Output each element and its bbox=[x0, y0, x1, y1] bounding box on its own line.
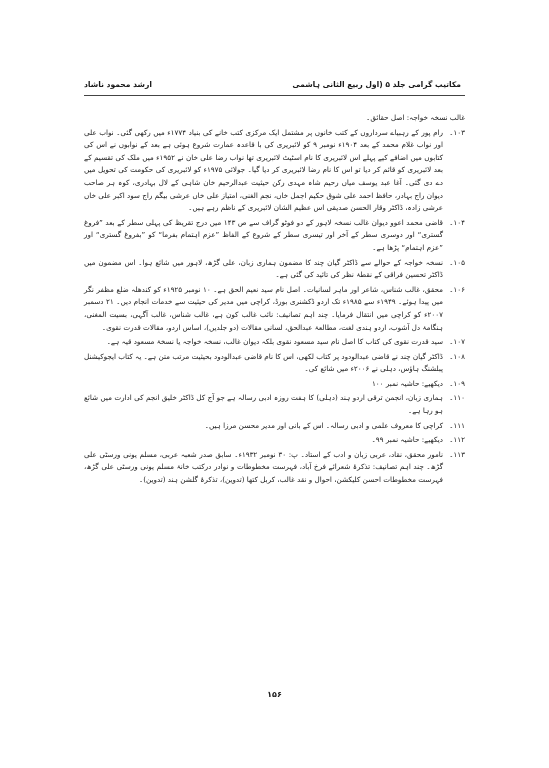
note-number: ۱۰۸۔ bbox=[449, 351, 465, 361]
note-number: ۱۰۴۔ bbox=[449, 217, 465, 227]
note-number: ۱۰۵۔ bbox=[449, 257, 465, 267]
note-text: کراچی کا معروف علمی و ادبی رسالہ۔ اس کے بانی اور مدیر محسن مرزا ہیں۔ bbox=[204, 420, 443, 430]
note-number: ۱۰۹۔ bbox=[449, 378, 465, 388]
note-number: ۱۱۲۔ bbox=[449, 435, 465, 445]
note-text: سید قدرت نقوی کی کتاب کا اصل نام سید مسعود نقوی بلکہ دیوان غالب، نسخہ خواجہ یا نسخۂ مسعود قیہ ہے۔ bbox=[106, 337, 443, 347]
note-text: نسخہ خواجہ کے حوالے سے ڈاکٹر گیان چند کا مضمون ہماری زبان، علی گڑھ، لاہور میں شائع ہوا۔ اس مضمون میں ڈاکٹر تحسین فراقی کے نقطۂ نظر کی تائید کی گئی ہے۔ bbox=[84, 257, 443, 280]
note-text: محقق، غالب شناس، شاعر اور ماہر لسانیات۔ اصل نام سید نعیم الحق ہے۔ ۱۰ نومبر ۱۹۲۵ء کو کندھلہ ضلع مظفر نگر میں پیدا ہوئے۔ ۱۹۴۹ء سے ۱۹۸۵ء تک اردو ڈکشنری بورڈ، کراچی میں مدیر کی حیثیت سے خدمات انجام دیں۔ ۲۱ دسمبر ۲۰۰۷ء کو کراچی میں انتقال فرمایا۔ چند اہم تصانیف: نائب غالب کون ہے، غالب شناس، غالب آگہی، بسیت المغنی، ہنگامۂ دل آشوب، اردو ہندی لغت، مطالعۂ عبدالحق، لسانی مقالات (دو جلدیں)، اساس اردو، مقالات قدرت نقوی۔ bbox=[84, 284, 443, 332]
note-text: نامور محقق، نقاد، عربی زبان و ادب کے استاد۔ پ: ۳۰ نومبر ۱۹۳۲ء۔ سابق صدر شعبہ عربی، مسلم یونی ورسٹی علی گڑھ۔ چند اہم تصانیف: تذکرۂ شعرائے فرخ آباد، فہرست مخطوطات و نوادر درکتب خانۂ مسلم یونی ورسٹی علی گڑھ، فہرست مخطوطات احسن کلیکشن، احوال و نقد غالب، کربل کتھا (تدوین)، تذکرۂ گلشن ہند (تدوین)۔ bbox=[84, 449, 443, 485]
note-text: قاضی محمد اعوو دیوان غالب نسخہ لاہور کے دو فوٹو گراف سے ص ۱۴۳ میں درج تقریظ کی پہلی سطر کے بعد ”فروغ گستری“ اور دوسری سطر کے آخر اور تیسری سطر کے شروع کے الفاظ ”عزم اہتمام بفرما“ کو ”بفروغ گستری“ اور ”عزم اہتمام“ پڑھا ہے۔ bbox=[84, 217, 443, 252]
running-header-author: ارشد محمود ناشاد bbox=[84, 80, 152, 89]
footnote-105 bbox=[84, 257, 465, 282]
note-number: ۱۱۰۔ bbox=[449, 393, 465, 403]
footnote-113 bbox=[84, 449, 465, 487]
footnote-104 bbox=[84, 217, 465, 255]
note-text: ڈاکٹر گیان چند نے قاضی عبدالودود پر کتاب لکھی، اس کا نام قاضی عبدالودود بحیثیت مرتب متن ہے۔ یہ کتاب ایجوکیشنل پبلشنگ ہاؤس، دہلی نے ۲۰۰۶ء میں شائع کی۔ bbox=[84, 351, 443, 374]
note-text: دیکھیے: حاشیہ نمبر ۱۰۰ bbox=[371, 378, 443, 388]
note-number: ۱۱۱۔ bbox=[449, 420, 465, 430]
footnote-112 bbox=[84, 434, 465, 447]
footnote-106 bbox=[84, 284, 465, 334]
footnote-103 bbox=[84, 127, 465, 215]
note-number: ۱۰۳۔ bbox=[449, 127, 465, 137]
note-number: ۱۰۶۔ bbox=[449, 284, 465, 294]
footnote-108 bbox=[84, 351, 465, 376]
footnote-111 bbox=[84, 420, 465, 433]
header-rule bbox=[84, 95, 465, 96]
note-text: دیکھیے: حاشیہ نمبر ۹۹۔ bbox=[371, 435, 443, 445]
note-text: ہماری زبان، انجمن ترقی اردو ہند (دہلی) کا ہفت روزہ ادبی رسالہ ہے جو آج کل ڈاکٹر خلیق انجم کی ادارت میں شائع ہو رہا ہے۔ bbox=[84, 393, 443, 416]
note-number: ۱۰۷۔ bbox=[449, 337, 465, 347]
note-text: رام پور کے رہبیاے سرداروں کے کتب خانوں پر مشتمل ایک مرکزی کتب خانے کی بنیاد ۱۷۷۴ء میں رکھی گئی۔ نواب علی اور نواب غلام محمد کے بعد ۱۹۰۴ء نومبر ۹ کو لائبریری کی با قاعدہ عمارت شروع ہوئی ہے بعد کے نوابوں نے اس کی کتابوں میں اضافے کیے پہلے اس لائبریری کا نام اسٹیٹ لائبریری تھا نواب رضا علی خان نے ۱۹۵۲ء میں ملک کی تقسیم کے بعد لائبریری کو قائم کر دیا تو اس کا نام رضا لائبریری کر دیا گیا۔ جولائی ۱۹۷۵ء کو لائبریری کی حکومت کی تحویل میں دے دی گئی۔ آغا عبد یوسف میاں رحیم شاہ مہدی رکن حیثیت عبدالرحیم خان شاہی کے لال بہادری، کوہ ہر صاحب دیوان راج بہادر، حافظ احمد علی شوق حکیم اجمل خاں، نجم الغنی، امتیاز علی خاں عرشی بیگم راج سود اکبر علی خاں عرشی زادہ، ڈاکٹر وقار الحسن صدیقی اس عظیم الشان لائبریری کے ناظم رہے ہیں۔ bbox=[84, 127, 444, 213]
page-number: ۱۵۶ bbox=[267, 690, 282, 699]
page-body bbox=[84, 112, 465, 489]
footnote-109 bbox=[84, 378, 465, 391]
note-number: ۱۱۳۔ bbox=[449, 449, 465, 459]
footnote-110 bbox=[84, 392, 465, 417]
intro-line: غالب نسخہ خواجہ: اصل حقائق۔ bbox=[366, 113, 465, 122]
footnote-107 bbox=[84, 336, 465, 349]
running-header-title: مکاتیب گرامی جلد ۵ (اول ربیع الثانی ہاشمی bbox=[292, 80, 461, 89]
